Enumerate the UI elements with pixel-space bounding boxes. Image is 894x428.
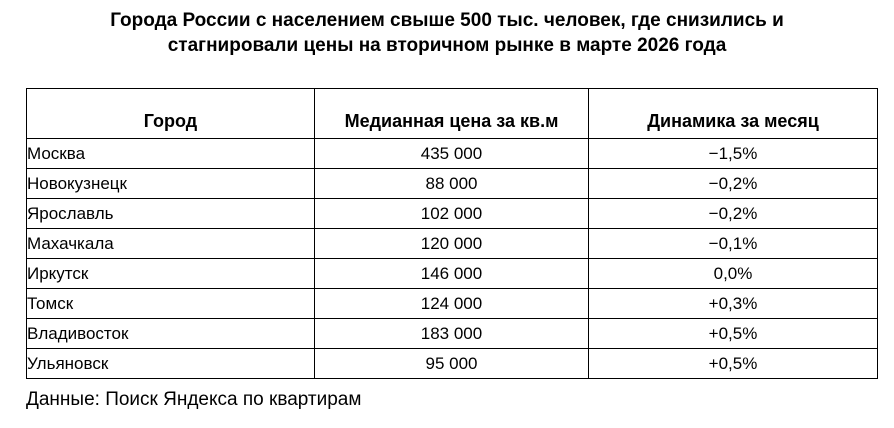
change-cell: −0,2% [589,199,878,229]
change-cell: −0,1% [589,229,878,259]
chart-title-line-2: стагнировали цены на вторичном рынке в марте 2026 года [167,35,727,56]
change-cell: −1,5% [589,139,878,169]
price-cell: 183 000 [315,319,589,349]
city-cell: Новокузнецк [27,169,315,199]
change-cell: −0,2% [589,169,878,199]
column-header-city: Город [27,89,315,139]
price-cell: 102 000 [315,199,589,229]
price-cell: 124 000 [315,289,589,319]
price-cell: 146 000 [315,259,589,289]
chart-title [0,8,894,58]
table-row [27,199,878,229]
table-row [27,289,878,319]
table-row [27,259,878,289]
change-cell: 0,0% [589,259,878,289]
price-cell: 95 000 [315,349,589,379]
change-cell: +0,3% [589,289,878,319]
city-cell: Ульяновск [27,349,315,379]
price-cell: 88 000 [315,169,589,199]
price-table [26,88,878,379]
table-row [27,229,878,259]
city-cell: Владивосток [27,319,315,349]
source-note: Данные: Поиск Яндекса по квартирам [26,389,362,410]
table-body [27,139,878,379]
price-cell: 435 000 [315,139,589,169]
table-row [27,169,878,199]
city-cell: Томск [27,289,315,319]
change-cell: +0,5% [589,319,878,349]
chart-title-line-1: Города России с населением свыше 500 тыс. человек, где снизились и [110,10,784,31]
column-header-price: Медианная цена за кв.м [315,89,589,139]
table-row [27,139,878,169]
price-cell: 120 000 [315,229,589,259]
column-header-change: Динамика за месяц [589,89,878,139]
table-header-row [27,89,878,139]
table-row [27,349,878,379]
city-cell: Махачкала [27,229,315,259]
city-cell: Иркутск [27,259,315,289]
city-cell: Москва [27,139,315,169]
table-row [27,319,878,349]
city-cell: Ярославль [27,199,315,229]
change-cell: +0,5% [589,349,878,379]
